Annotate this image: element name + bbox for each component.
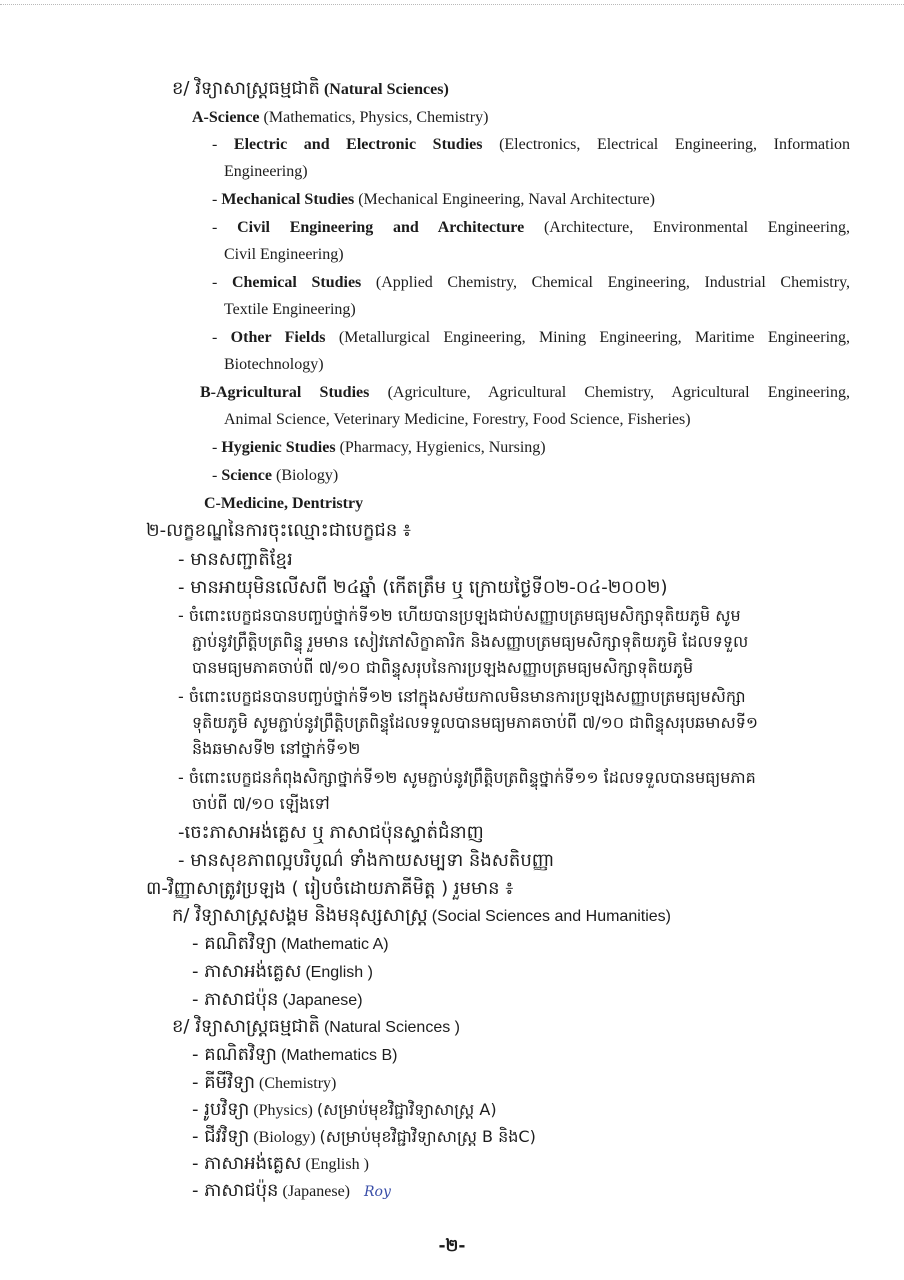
subject-item: - គីមីវិទ្យា (Chemistry) (192, 1072, 337, 1093)
bullet-line: - ចំពោះបេក្ខជនកំពុងសិក្សាថ្នាក់ទី១២ សូមភ្ជាប់នូវព្រឹត្តិបត្រពិន្ទុថ្នាក់ទី១១ ដែលទទួលបានមធ្យមភាគ (178, 768, 756, 787)
subject-item: - ភាសាអង់គ្លេស (English ) (192, 961, 373, 982)
handwritten-initials: Roy (364, 1184, 391, 1200)
list-item: - Electric and Electronic Studies (Electronics, Electrical Engineering, Information (212, 136, 851, 153)
bullet-line: - មានសុខភាពល្អបរិបូណ៌ ទាំងកាយសម្បទា និងសតិបញ្ញា (178, 850, 555, 871)
section-3-heading: ៣-វិញ្ញាសាត្រូវប្រឡង ( រៀបចំដោយភាគីមិត្ត ) រួមមាន ៖ (146, 878, 514, 899)
subject-item: - រូបវិទ្យា (Physics) (សម្រាប់មុខវិជ្ជាវិទ្យាសាស្ត្រ A) (192, 1099, 497, 1120)
list-item: - Science (Biology) (212, 467, 339, 484)
list-item: - Mechanical Studies (Mechanical Engineering, Naval Architecture) (212, 191, 655, 208)
list-item-continuation: Biotechnology) (224, 356, 324, 373)
b-agricultural-line: B-Agricultural Studies (Agriculture, Agricultural Chemistry, Agricultural Engineering, (200, 384, 850, 401)
page-number: -២- (438, 1236, 466, 1256)
a-science-line: A-Science (Mathematics, Physics, Chemistry) (192, 109, 489, 126)
subject-item: - គណិតវិទ្យា (Mathematics B) (192, 1044, 398, 1065)
subject-item: - ជីវវិទ្យា (Biology) (សម្រាប់មុខវិជ្ជាវិទ្យាសាស្ត្រ B និងC) (192, 1126, 536, 1147)
list-item: - Chemical Studies (Applied Chemistry, Chemical Engineering, Industrial Chemistry, (212, 274, 851, 291)
subject-item: - ភាសាជប៉ុន (Japanese) Roy (192, 1180, 391, 1201)
list-item-continuation: Textile Engineering) (224, 301, 356, 318)
list-item-continuation: Civil Engineering) (224, 246, 344, 263)
bullet-continuation: និងឆមាសទី២ នៅថ្នាក់ទី១២ (192, 739, 361, 758)
bullet-line: - មានអាយុមិនលើសពី ២៤ឆ្នាំ (កើតត្រឹម ឬ ក្រោយថ្ងៃទី០២-០៤-២០០២) (178, 577, 668, 598)
subject-item: - ភាសាជប៉ុន (Japanese) (192, 989, 363, 1010)
bullet-line: - ចំពោះបេក្ខជនបានបញ្ចប់ថ្នាក់ទី១២ ហើយបានប្រឡងជាប់សញ្ញាបត្រមធ្យមសិក្សាទុតិយភូមិ សូម (178, 606, 741, 625)
list-item: - Civil Engineering and Architecture (Architecture, Environmental Engineering, (212, 219, 850, 236)
list-item: - Other Fields (Metallurgical Engineering, Mining Engineering, Maritime Engineering, (212, 329, 851, 346)
section-2-heading: ២-លក្ខខណ្ឌនៃការចុះឈ្មោះជាបេក្ខជន ៖ (146, 520, 411, 541)
list-item-continuation: Engineering) (224, 163, 308, 180)
bullet-line: - ចំពោះបេក្ខជនបានបញ្ចប់ថ្នាក់ទី១២ នៅក្នុងសម័យកាលមិនមានការប្រឡងសញ្ញាបត្រមធ្យមសិក្សា (178, 687, 746, 706)
bullet-continuation: ភ្ជាប់នូវព្រឹត្តិបត្រពិន្ទុ រួមមាន សៀវភៅសិក្ខាគារិក និងសញ្ញាបត្រមធ្យមសិក្សាទុតិយភូមិ ដែលទទួល (192, 632, 749, 651)
list-item: - Hygienic Studies (Pharmacy, Hygienics, Nursing) (212, 439, 546, 456)
bullet-continuation: ទុតិយភូមិ សូមភ្ជាប់នូវព្រឹត្តិបត្រពិន្ទុដែលទទួលបានមធ្យមភាគចាប់ពី ៧/១០ ជាពិន្ទុសរុបឆមាសទី១ (192, 713, 759, 732)
social-sciences-heading: ក/ វិទ្យាសាស្ត្រសង្គម និងមនុស្សសាស្ត្រ (Social Sciences and Humanities) (172, 905, 671, 926)
natural-sciences-heading: ខ/ វិទ្យាសាស្ត្រធម្មជាតិ (Natural Sciences) (172, 78, 449, 99)
subject-item: - គណិតវិទ្យា (Mathematic A) (192, 933, 389, 954)
natural-sciences-exam-heading: ខ/ វិទ្យាសាស្ត្រធម្មជាតិ (Natural Sciences ) (172, 1016, 460, 1037)
b-agricultural-continuation: Animal Science, Veterinary Medicine, Forestry, Food Science, Fisheries) (224, 411, 691, 428)
bullet-continuation: បានមធ្យមភាគចាប់ពី ៧/១០ ជាពិន្ទុសរុបនៃការប្រឡងសញ្ញាបត្រមធ្យមសិក្សាទុតិយភូមិ (192, 658, 694, 677)
subject-item: - ភាសាអង់គ្លេស (English ) (192, 1153, 369, 1174)
bullet-line: -ចេះភាសាអង់គ្លេស ឬ ភាសាជប៉ុនស្ទាត់ជំនាញ (178, 822, 484, 843)
c-medicine-line: C-Medicine, Dentristry (204, 495, 364, 512)
bullet-line: - មានសញ្ជាតិខ្មែរ (178, 549, 293, 570)
bullet-continuation: ចាប់ពី ៧/១០ ឡើងទៅ (192, 794, 330, 813)
